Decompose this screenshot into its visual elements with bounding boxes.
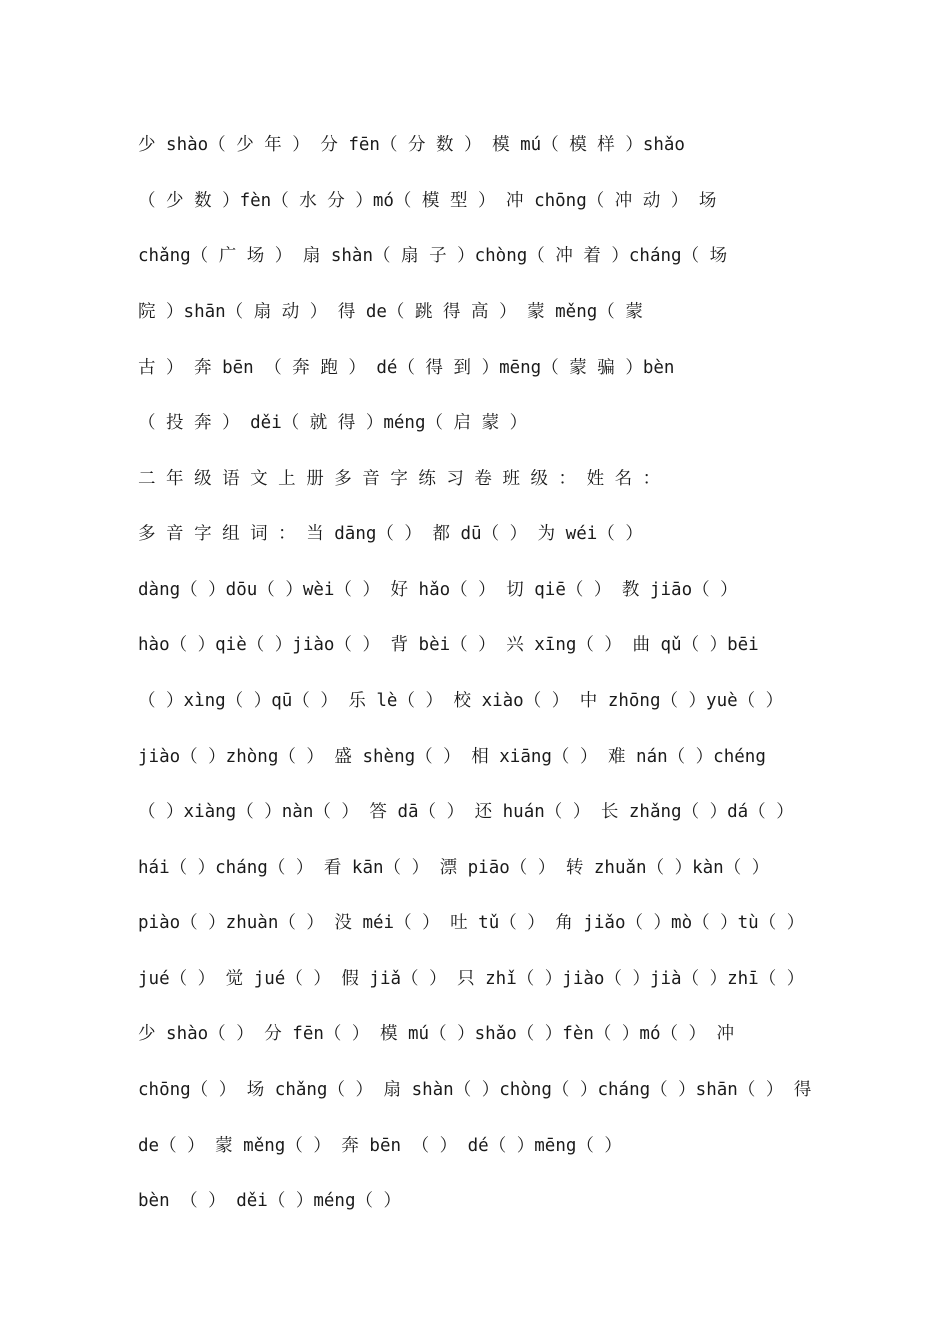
text-line: dàng（ ）dōu（ ）wèi（ ） 好 hǎo（ ） 切 qiē（ ） 教 jiāo（ ） [138, 580, 738, 600]
text-line: 多 音 字 组 词 ： 当 dāng（ ） 都 dū（ ） 为 wéi（ ） [138, 524, 643, 544]
text-line: （ 投 奔 ） děi（ 就 得 ）méng（ 启 蒙 ） [138, 413, 528, 433]
worksheet-title: 二 年 级 语 文 上 册 多 音 字 练 习 卷 班 级 ： 姓 名 ： [138, 469, 661, 489]
text-line: （ ）xìng（ ）qū（ ） 乐 lè（ ） 校 xiào（ ） 中 zhōng（ ）yuè（ ） [138, 691, 784, 711]
text-line: （ 少 数 ）fèn（ 水 分 ）mó（ 模 型 ） 冲 chōng（ 冲 动 ） 场 [138, 191, 717, 211]
text-line: 少 shào（ ） 分 fēn（ ） 模 mú（ ）shǎo（ ）fèn（ ）mó（ ） 冲 [138, 1024, 735, 1044]
text-line: hào（ ）qiè（ ）jiào（ ） 背 bèi（ ） 兴 xīng（ ） 曲 qǔ（ ）bēi [138, 635, 759, 655]
text-line: jué（ ） 觉 jué（ ） 假 jiǎ（ ） 只 zhǐ（ ）jiào（ ）jià（ ）zhī（ ） [138, 969, 805, 989]
text-line: chōng（ ） 场 chǎng（ ） 扇 shàn（ ）chòng（ ）cháng（ ）shān（ ） 得 [138, 1080, 812, 1100]
text-line: 古 ） 奔 bēn （ 奔 跑 ） dé（ 得 到 ）mēng（ 蒙 骗 ）bèn [138, 358, 675, 378]
text-line: 院 ）shān（ 扇 动 ） 得 de（ 跳 得 高 ） 蒙 měng（ 蒙 [138, 302, 643, 322]
text-line: 少 shào（ 少 年 ） 分 fēn（ 分 数 ） 模 mú（ 模 样 ）shǎo [138, 135, 685, 155]
text-line: jiào（ ）zhòng（ ） 盛 shèng（ ） 相 xiāng（ ） 难 nán（ ）chéng [138, 747, 766, 767]
text-line: （ ）xiàng（ ）nàn（ ） 答 dā（ ） 还 huán（ ） 长 zhǎng（ ）dá（ ） [138, 802, 794, 822]
text-line: piào（ ）zhuàn（ ） 没 méi（ ） 吐 tǔ（ ） 角 jiǎo（ ）mò（ ）tù（ ） [138, 913, 805, 933]
text-line: chǎng（ 广 场 ） 扇 shàn（ 扇 子 ）chòng（ 冲 着 ）cháng（ 场 [138, 246, 728, 266]
text-line: hái（ ）cháng（ ） 看 kān（ ） 漂 piāo（ ） 转 zhuǎn（ ）kàn（ ） [138, 858, 770, 878]
text-line: bèn （ ） děi（ ）méng（ ） [138, 1191, 402, 1211]
text-line: de（ ） 蒙 měng（ ） 奔 bēn （ ） dé（ ）mēng（ ） [138, 1136, 622, 1156]
